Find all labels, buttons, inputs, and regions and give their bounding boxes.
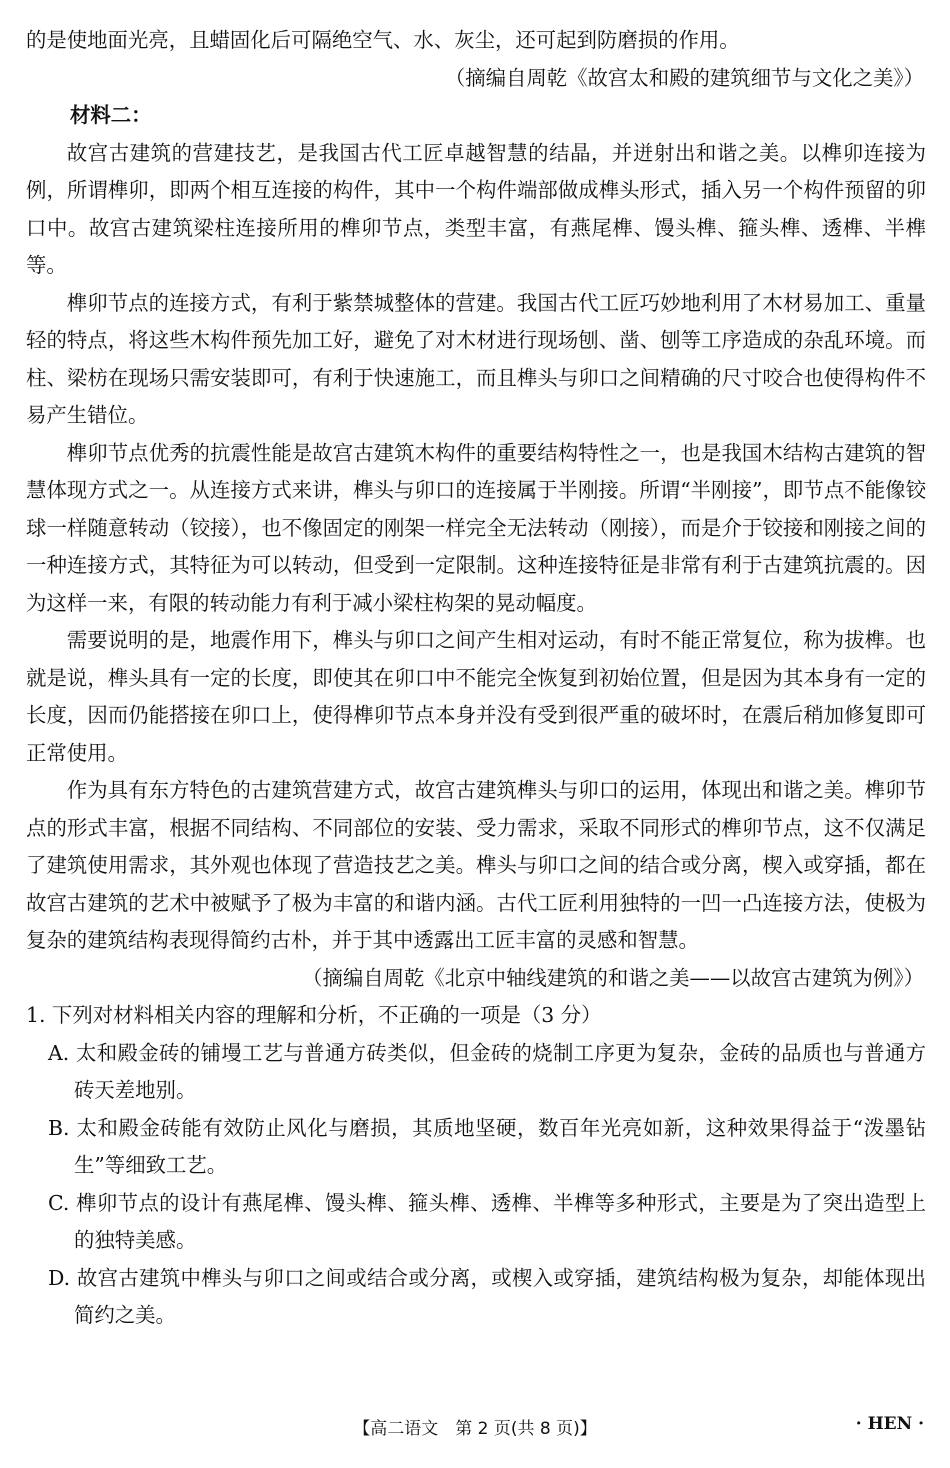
option-d: D. 故宫古建筑中榫头与卯口之间或结合或分离，或楔入或穿插，建筑结构极为复杂，却能体现出简约之美。	[48, 1265, 926, 1327]
material-2-heading: 材料二：	[70, 103, 152, 127]
source-citation-2: （摘编自周乾《北京中轴线建筑的和谐之美——以故宫古建筑为例》）	[302, 965, 924, 990]
paragraph: 榫卯节点优秀的抗震性能是故宫古建筑木构件的重要结构特性之一，也是我国木结构古建筑的智慧体现方式之一。从连接方式来讲，榫头与卯口的连接属于半刚接。所谓“半刚接”，即节点不能像铰球一样随意转动（铰接），也不像固定的刚架一样完全无法转动（刚接），而是介于铰接和刚接之间的一种连接方式，其特征为可以转动，但受到一定限制。这种连接特征是非常有利于古建筑抗震的。因为这样一来，有限的转动能力有利于减小梁柱构架的晃动幅度。	[26, 440, 926, 615]
page-info: 【高二语文 第 2 页(共 8 页)】	[353, 1419, 597, 1439]
page-footer	[0, 1412, 950, 1442]
paragraph: 作为具有东方特色的古建筑营建方式，故宫古建筑榫头与卯口的运用，体现出和谐之美。榫卯节点的形式丰富，根据不同结构、不同部位的安装、受力需求，采取不同形式的榫卯节点，这不仅满足了建筑使用需求，其外观也体现了营造技艺之美。榫头与卯口之间的结合或分离，楔入或穿插，都在故宫古建筑的艺术中被赋予了极为丰富的和谐内涵。古代工匠利用独特的一凹一凸连接方法，使极为复杂的建筑结构表现得简约古朴，并于其中透露出工匠丰富的灵感和智慧。	[26, 778, 926, 952]
document-body	[26, 28, 926, 1335]
question-stem: 1. 下列对材料相关内容的理解和分析，不正确的一项是（3 分）	[26, 1003, 602, 1027]
continuation-text: 的是使地面光亮，且蜡固化后可隔绝空气、水、灰尘，还可起到防磨损的作用。	[26, 28, 740, 52]
paragraph: 故宫古建筑的营建技艺，是我国古代工匠卓越智慧的结晶，并迸射出和谐之美。以榫卯连接为例，所谓榫卯，即两个相互连接的构件，其中一个构件端部做成榫头形式，插入另一个构件预留的卯口中。故宫古建筑梁柱连接所用的榫卯节点，类型丰富，有燕尾榫、馒头榫、箍头榫、透榫、半榫等。	[26, 140, 926, 277]
source-citation-1: （摘编自周乾《故宫太和殿的建筑细节与文化之美》）	[444, 65, 924, 90]
exam-code: · HEN ·	[855, 1414, 924, 1434]
option-c: C. 榫卯节点的设计有燕尾榫、馒头榫、箍头榫、透榫、半榫等多种形式，主要是为了突出造型上的独特美感。	[48, 1190, 926, 1252]
option-b: B. 太和殿金砖能有效防止风化与磨损，其质地坚硬，数百年光亮如新，这种效果得益于“泼墨钻生”等细致工艺。	[48, 1115, 926, 1177]
paragraph: 需要说明的是，地震作用下，榫头与卯口之间产生相对运动，有时不能正常复位，称为拔榫。也就是说，榫头具有一定的长度，即使其在卯口中不能完全恢复到初始位置，但是因为其本身有一定的长度，因而仍能搭接在卯口上，使得榫卯节点本身并没有受到很严重的破坏时，在震后稍加修复即可正常使用。	[26, 628, 926, 765]
paragraph: 榫卯节点的连接方式，有利于紫禁城整体的营建。我国古代工匠巧妙地利用了木材易加工、重量轻的特点，将这些木构件预先加工好，避免了对木材进行现场刨、凿、刨等工序造成的杂乱环境。而柱、梁枋在现场只需安装即可，有利于快速施工，而且榫头与卯口之间精确的尺寸咬合也使得构件不易产生错位。	[26, 290, 926, 427]
option-a: A. 太和殿金砖的铺墁工艺与普通方砖类似，但金砖的烧制工序更为复杂，金砖的品质也与普通方砖天差地别。	[48, 1040, 926, 1102]
